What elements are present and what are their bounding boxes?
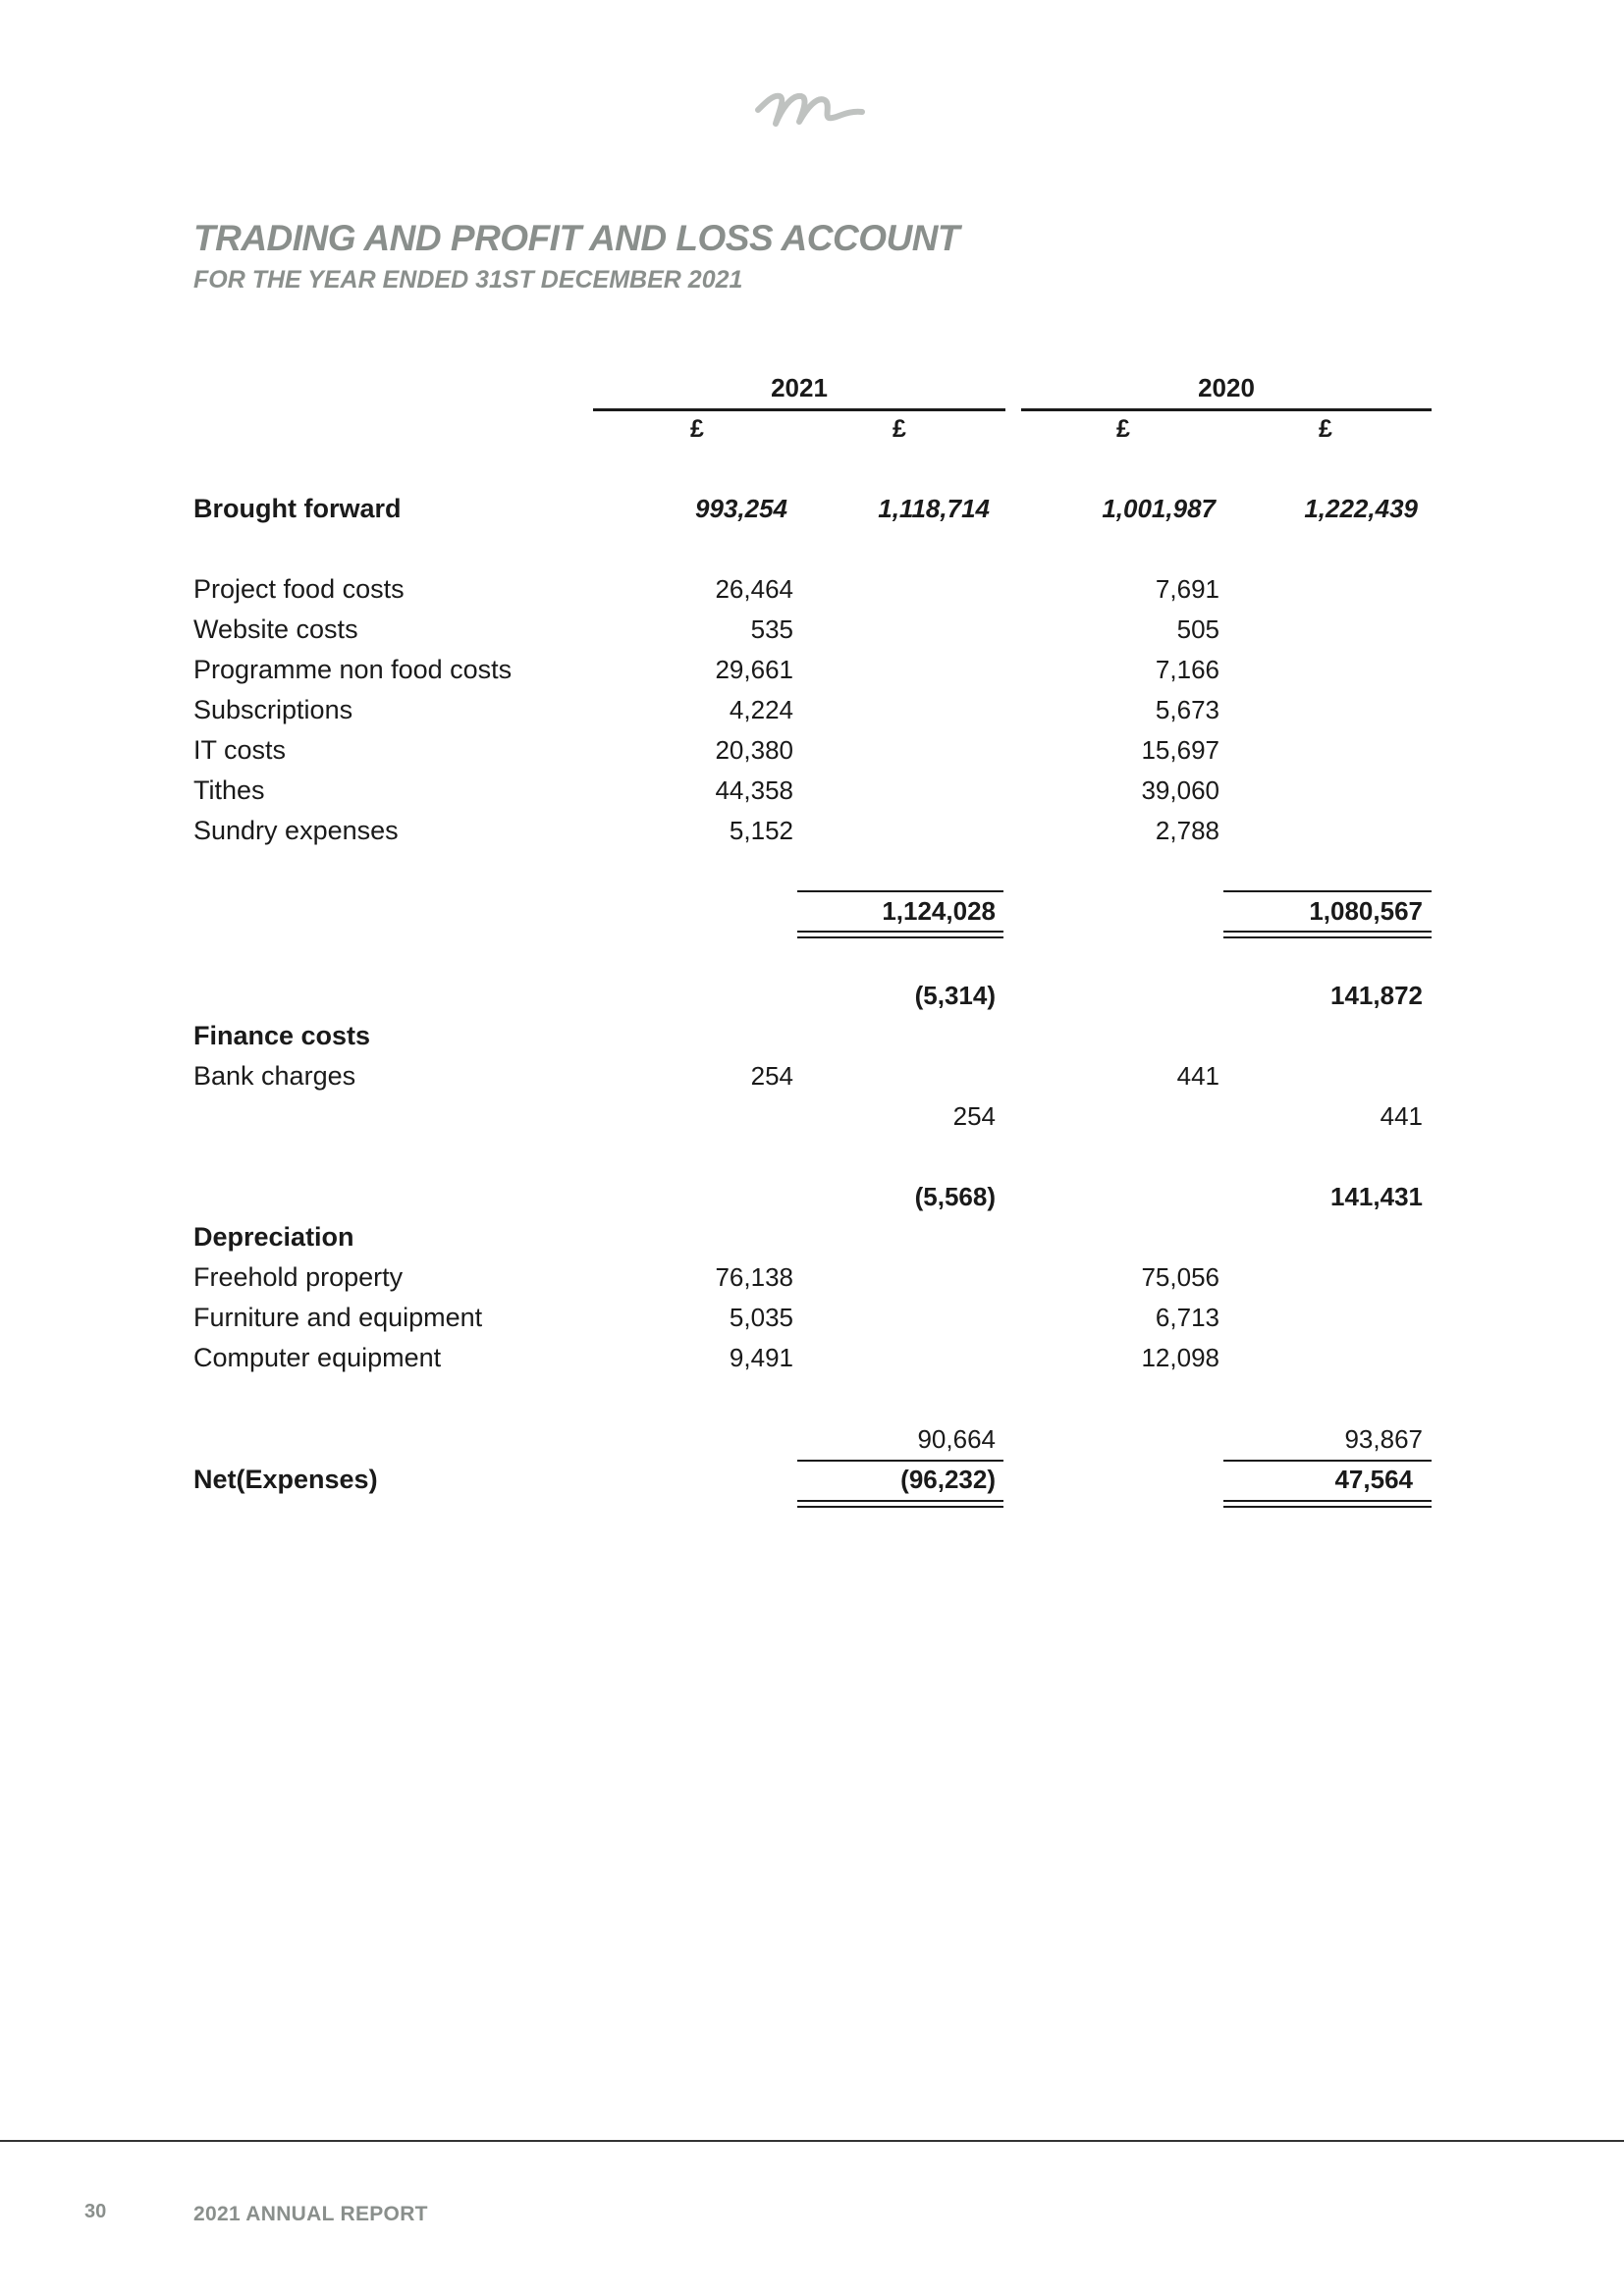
page-title: TRADING AND PROFIT AND LOSS ACCOUNT: [193, 218, 960, 258]
subtotal-double-rule-2020: [1223, 931, 1432, 933]
depreciation-label: Computer equipment: [193, 1343, 442, 1372]
expense-2020: 39,060: [1141, 775, 1219, 805]
expense-2020: 2,788: [1155, 816, 1219, 845]
expense-label: Website costs: [193, 614, 358, 644]
expense-2021: 4,224: [729, 695, 793, 724]
subtotal-rule-2021: [797, 890, 1003, 892]
page-subtitle: FOR THE YEAR ENDED 31ST DECEMBER 2021: [193, 266, 743, 294]
expense-2020: 5,673: [1155, 695, 1219, 724]
net-double-rule-2020b: [1223, 1506, 1432, 1508]
year-2021-rule: [593, 408, 1005, 411]
depreciation-2021: 9,491: [729, 1343, 793, 1372]
currency-col4: £: [1319, 415, 1332, 443]
subtotal-rule-2020: [1223, 890, 1432, 892]
subtotal-2021: 1,124,028: [882, 896, 996, 926]
bank-charges-label: Bank charges: [193, 1061, 356, 1091]
brought-forward-label: Brought forward: [193, 494, 402, 523]
expense-label: Tithes: [193, 775, 265, 805]
depreciation-2020: 12,098: [1141, 1343, 1219, 1372]
depreciation-total-2020: 93,867: [1344, 1424, 1423, 1454]
result1-2020: 141,872: [1330, 981, 1423, 1010]
subtotal-double-rule-2020b: [1223, 936, 1432, 938]
depreciation-2021: 5,035: [729, 1303, 793, 1332]
net-double-rule-2021: [797, 1500, 1003, 1502]
depreciation-2021: 76,138: [715, 1262, 793, 1292]
expense-label: Programme non food costs: [193, 655, 513, 684]
expense-2021: 535: [750, 614, 793, 644]
depreciation-2020: 75,056: [1141, 1262, 1219, 1292]
year-2020-rule: [1021, 408, 1432, 411]
result1-2021: (5,314): [914, 981, 996, 1010]
currency-col3: £: [1116, 415, 1130, 443]
bank-charges-2020: 441: [1176, 1061, 1219, 1091]
net-double-rule-2020: [1223, 1500, 1432, 1502]
net-2020: 47,564: [1334, 1465, 1413, 1494]
net-2021: (96,232): [900, 1465, 996, 1494]
footer-divider: [0, 2140, 1624, 2142]
depreciation-heading: Depreciation: [193, 1222, 354, 1252]
brought-forward-col3: 1,001,987: [1102, 494, 1216, 523]
finance-total-2021: 254: [952, 1101, 996, 1131]
depreciation-label: Furniture and equipment: [193, 1303, 483, 1332]
finance-total-2020: 441: [1380, 1101, 1423, 1131]
expense-label: IT costs: [193, 735, 287, 765]
subtotal-double-rule-2021: [797, 931, 1003, 933]
brought-forward-col2: 1,118,714: [878, 494, 990, 523]
depreciation-total-2021: 90,664: [917, 1424, 996, 1454]
expense-2021: 26,464: [715, 574, 793, 604]
brought-forward-col4: 1,222,439: [1304, 494, 1418, 523]
expense-label: Subscriptions: [193, 695, 353, 724]
year-2021-header: 2021: [771, 373, 828, 402]
result2-2021: (5,568): [914, 1182, 996, 1211]
title-block: [193, 216, 959, 296]
depreciation-label: Freehold property: [193, 1262, 404, 1292]
net-double-rule-2021b: [797, 1506, 1003, 1508]
page-number: 30: [84, 2201, 107, 2222]
expense-label: Project food costs: [193, 574, 405, 604]
finance-costs-heading: Finance costs: [193, 1021, 371, 1050]
depreciation-2020: 6,713: [1155, 1303, 1219, 1332]
brought-forward-col1: 993,254: [695, 494, 787, 523]
currency-col2: £: [893, 415, 906, 443]
expense-2021: 44,358: [715, 775, 793, 805]
expense-label: Sundry expenses: [193, 816, 399, 845]
expense-2020: 15,697: [1141, 735, 1219, 765]
subtotal-double-rule-2021b: [797, 936, 1003, 938]
bank-charges-2021: 254: [750, 1061, 793, 1091]
expense-2020: 7,691: [1155, 574, 1219, 604]
expense-2021: 20,380: [715, 735, 793, 765]
expense-2021: 29,661: [715, 655, 793, 684]
subtotal-2020: 1,080,567: [1309, 896, 1423, 926]
net-expenses-label: Net(Expenses): [193, 1465, 378, 1494]
result2-2020: 141,431: [1330, 1182, 1423, 1211]
expense-2021: 5,152: [729, 816, 793, 845]
expense-2020: 505: [1176, 614, 1219, 644]
expense-2020: 7,166: [1155, 655, 1219, 684]
logo-signature-icon: [752, 77, 876, 133]
currency-col1: £: [690, 415, 704, 443]
year-2020-header: 2020: [1198, 373, 1255, 402]
footer-report-label: 2021 ANNUAL REPORT: [193, 2203, 428, 2225]
